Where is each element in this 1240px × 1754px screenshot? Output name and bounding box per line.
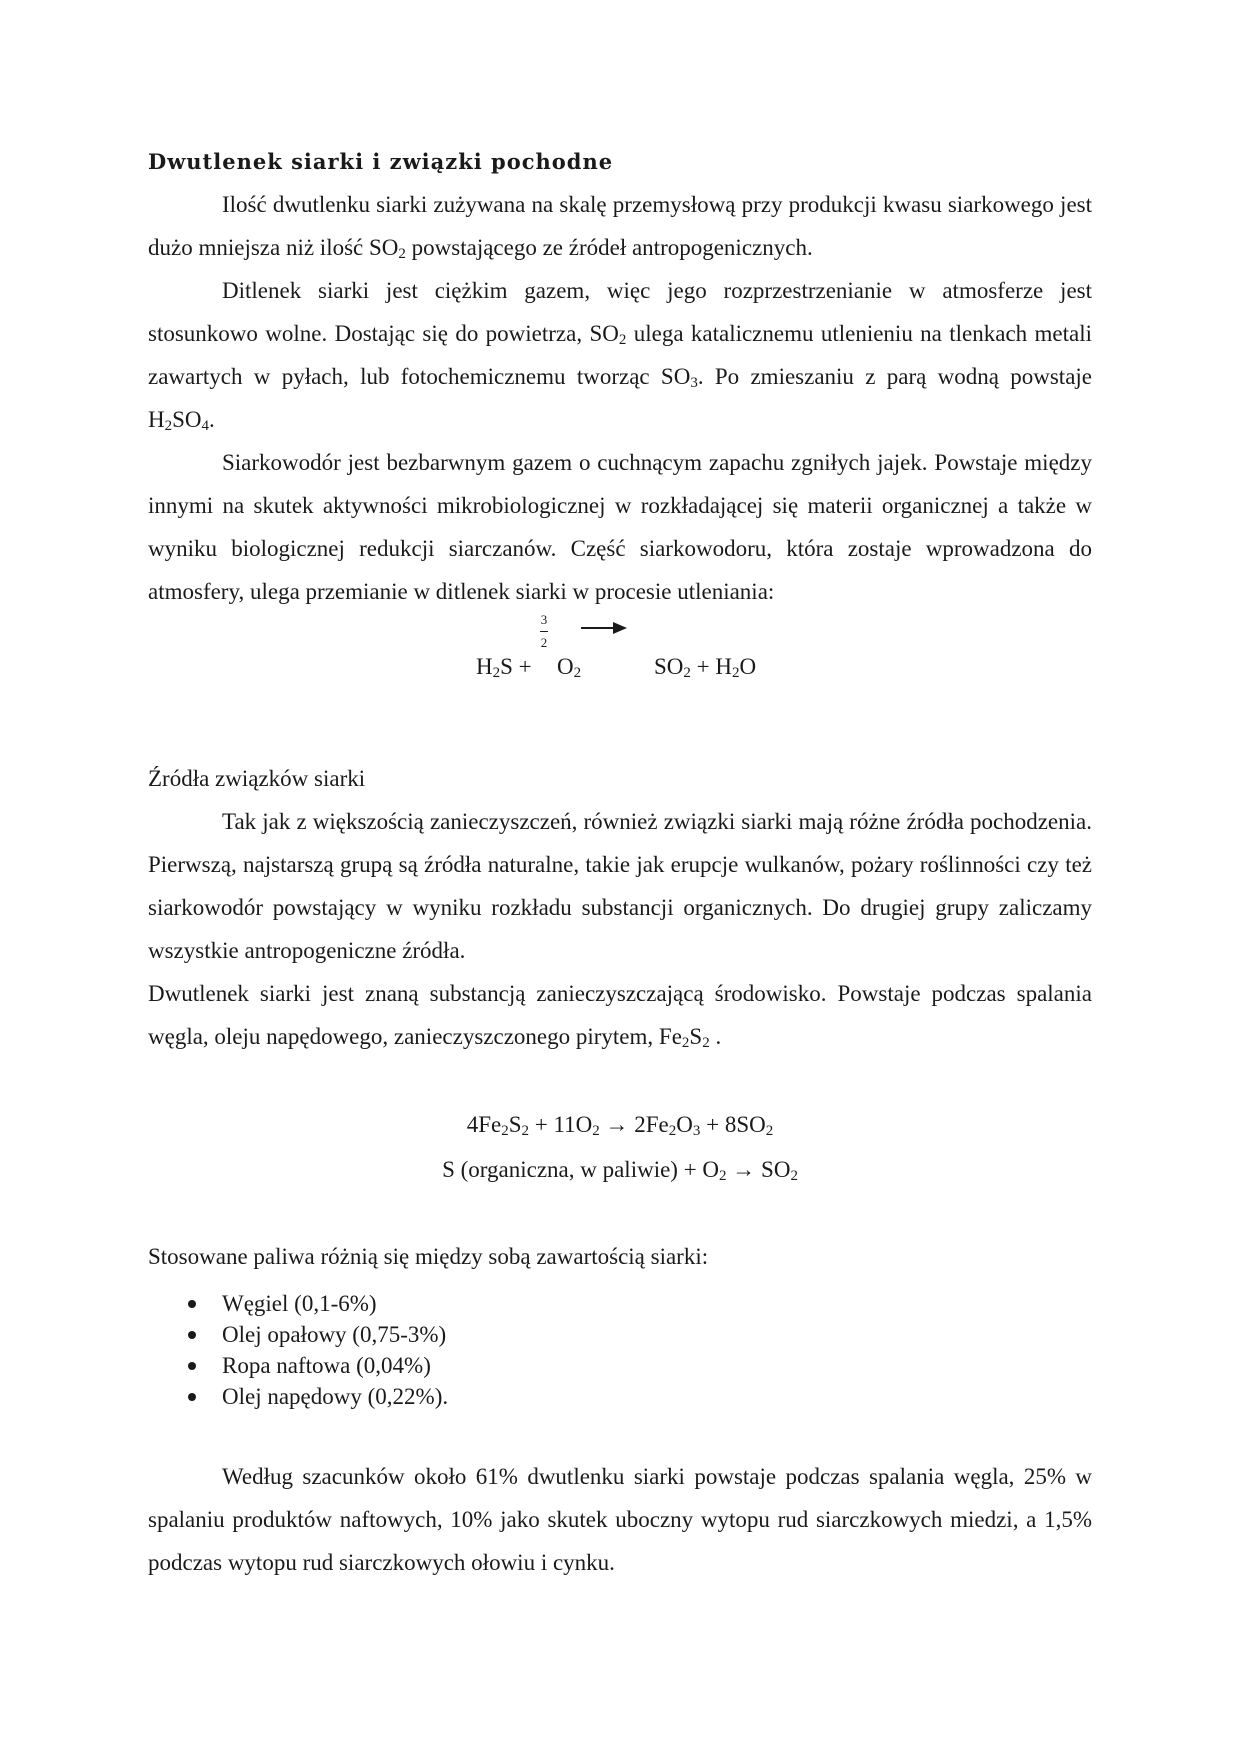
document-title: Dwutlenek siarki i związki pochodne [148, 149, 614, 174]
text-run: SO [172, 407, 202, 432]
text-run: ulega katalicznemu utlenieniu na tlenkach metali zawartych w pyłach, lub fotochemicznemu tworząc SO [148, 321, 1092, 389]
equation-pyrite-combustion [148, 1102, 1092, 1147]
fraction-numerator: 3 [540, 612, 548, 627]
paragraph-1 [148, 183, 1092, 269]
subscript: 2 [592, 1123, 600, 1139]
text-run: Dwutlenek siarki jest znaną substancją zanieczyszczającą środowisko. Powstaje podczas spalania węgla, oleju napędowego, zanieczyszczonego pirytem, Fe [148, 981, 1092, 1049]
text-run: Ditlenek siarki jest ciężkim gazem, więc jego rozprzestrzenianie w atmosferze jest stosunkowo wolne. Dostając się do powietrza, SO [148, 278, 1092, 346]
subscript: 4 [201, 418, 210, 434]
text-run: O [739, 654, 757, 679]
subscript: 2 [164, 418, 173, 434]
list-item [148, 1288, 1092, 1319]
subscript: 2 [681, 1035, 690, 1051]
list-item [148, 1319, 1092, 1350]
text-run: S [508, 1112, 522, 1137]
text-run: . [209, 407, 215, 432]
text-run: powstającego ze źródeł antropogenicznych. [405, 235, 813, 260]
text-run: → 2Fe [599, 1112, 669, 1137]
text-run: O [557, 654, 574, 679]
text-run: . Po zmieszaniu z parą wodną powstaje H [148, 364, 1093, 432]
subscript: 3 [690, 375, 698, 391]
list-item-text: Olej napędowy (0,22%). [222, 1384, 449, 1409]
subscript: 2 [702, 1035, 710, 1051]
equation-lhs [476, 645, 532, 688]
reaction-arrow-icon [581, 621, 627, 635]
list-item-text: Ropa naftowa (0,04%) [222, 1353, 431, 1378]
subscript: 2 [398, 246, 406, 262]
text-run: H [476, 654, 493, 679]
fraction-three-halves [539, 613, 549, 650]
text-run: + H [690, 654, 732, 679]
section-heading-sources: Źródła związków siarki [148, 766, 366, 791]
paragraph-sources-2 [148, 972, 1092, 1058]
fuels-list [148, 1288, 1092, 1412]
list-item-text: Węgiel (0,1-6%) [222, 1291, 377, 1316]
text-run: + 8SO [700, 1112, 766, 1137]
equation-o2 [557, 645, 581, 688]
subscript: 2 [719, 1168, 727, 1184]
equation-h2s-oxidation [148, 613, 1092, 699]
bullet-icon [188, 1331, 196, 1339]
list-item [148, 1381, 1092, 1412]
text-run: O [676, 1112, 693, 1137]
fraction-bar [540, 631, 548, 632]
bullet-icon [188, 1393, 196, 1401]
text-run: S + [500, 654, 532, 679]
fraction-denominator: 2 [540, 635, 548, 650]
list-item-text: Olej opałowy (0,75-3%) [222, 1322, 447, 1347]
list-item [148, 1350, 1092, 1381]
equation-organic-sulfur [148, 1147, 1092, 1192]
text-run: . [709, 1024, 722, 1049]
subscript: 3 [692, 1123, 701, 1139]
bullet-icon [188, 1300, 196, 1308]
text-run: + 11O [529, 1112, 593, 1137]
equation-rhs [654, 645, 756, 688]
subscript: 2 [573, 665, 582, 681]
subscript: 2 [521, 1123, 530, 1139]
subscript: 2 [492, 665, 501, 681]
text-run: SO [654, 654, 684, 679]
subscript: 2 [732, 665, 740, 681]
subscript: 2 [501, 1123, 509, 1139]
subscript: 2 [618, 332, 627, 348]
equations-pyrite [148, 1102, 1092, 1192]
text-run: S [689, 1024, 703, 1049]
paragraph-3: Siarkowodór jest bezbarwnym gazem o cuchnącym zapachu zgniłych jajek. Powstaje między innymi na skutek aktywności mikrobiologicznej w rozkładającej się materii organicznej a także w wyniku biologicznej redukcji siarczanów. Część siarkowodoru, która zostaje wprowadzona do atmosfery, ulega przemianie w ditlenek siarki w procesie utleniania: [148, 450, 1092, 604]
paragraph-sources-1: Tak jak z większością zanieczyszczeń, również związki siarki mają różne źródła pochodzenia. Pierwszą, najstarszą grupą są źródła naturalne, takie jak erupcje wulkanów, pożary roślinności czy też siarkowodór powstający w wyniku rozkładu substancji organicznych. Do drugiej grupy zaliczamy wszystkie antropogeniczne źródła. [148, 809, 1092, 963]
spacer [148, 699, 1092, 757]
spacer [148, 1192, 1092, 1235]
subscript: 2 [765, 1123, 774, 1139]
paragraph-2 [148, 269, 1092, 441]
text-run: 4Fe [466, 1112, 502, 1137]
document-page [148, 140, 1092, 1584]
text-run: Ilość dwutlenku siarki zużywana na skalę przemysłową przy produkcji kwasu siarkowego jest dużo mniejsza niż ilość SO [148, 192, 1092, 260]
subscript: 2 [790, 1168, 798, 1184]
text-run: S (organiczna, w paliwie) + O [442, 1157, 720, 1182]
paragraph-estimates: Według szacunków około 61% dwutlenku siarki powstaje podczas spalania węgla, 25% w spalaniu produktów naftowych, 10% jako skutek uboczny wytopu rud siarczkowych miedzi, a 1,5% podczas wytopu rud siarczkowych ołowiu i cynku. [148, 1464, 1092, 1575]
fuels-intro: Stosowane paliwa różnią się między sobą zawartością siarki: [148, 1244, 709, 1269]
text-run: → SO [726, 1157, 791, 1182]
subscript: 2 [668, 1123, 677, 1139]
bullet-icon [188, 1362, 196, 1370]
subscript: 2 [683, 665, 691, 681]
